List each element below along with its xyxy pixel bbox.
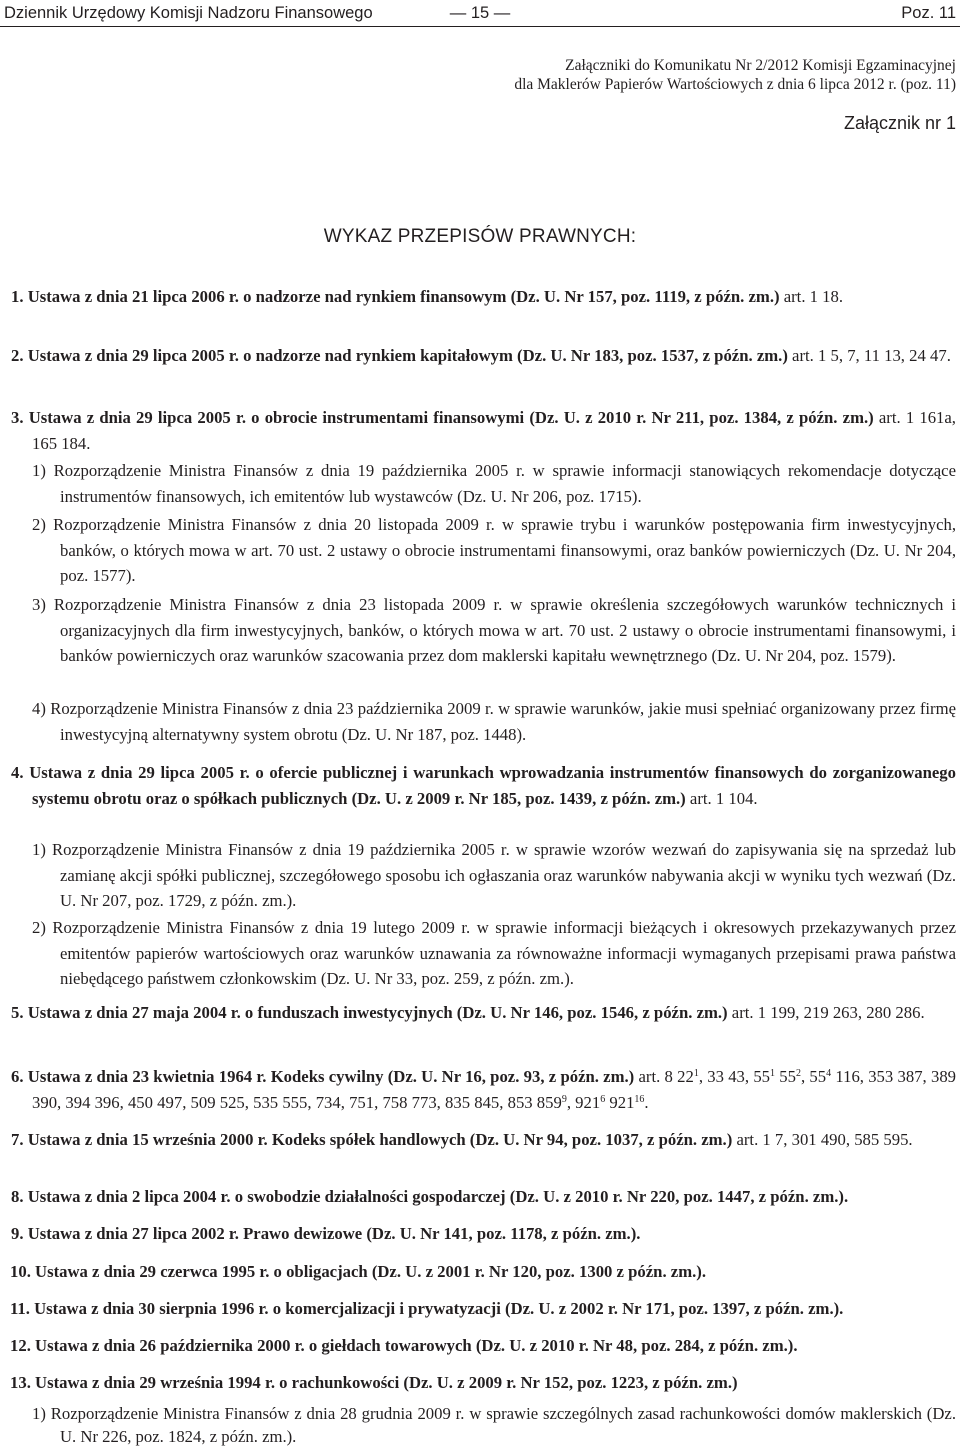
law-item-7 (11, 1127, 956, 1153)
law-item-2 (11, 343, 956, 369)
regulation-13-1: 1) Rozporządzenie Ministra Finansów z dnia 28 grudnia 2009 r. w sprawie szczególnych zasad rachunkowości domów maklerskich (Dz. U. Nr 226, poz. 1824, z późn. zm.). (32, 1404, 956, 1446)
law-item-12: 12. Ustawa z dnia 26 października 2000 r. o giełdach towarowych (Dz. U. z 2010 r. Nr 48, poz. 284, z późn. zm.). (10, 1336, 798, 1355)
law-item-1-title: 1. Ustawa z dnia 21 lipca 2006 r. o nadzorze nad rynkiem finansowym (Dz. U. Nr 157, poz. 1119, z późn. zm.) (11, 287, 780, 306)
law-item-1 (11, 284, 956, 310)
law-item-2-title: 2. Ustawa z dnia 29 lipca 2005 r. o nadzorze nad rynkiem kapitałowym (Dz. U. Nr 183, poz. 1537, z późn. zm.) (11, 346, 788, 365)
regulation-3-3: 3) Rozporządzenie Ministra Finansów z dnia 23 listopada 2009 r. w sprawie określenia szczegółowych warunków technicznych i organizacyjnych dla firm inwestycyjnych, banków, o których mowa w art. 70 ust. 2 ustawy o obrocie instrumentami finansowymi, i banków powierniczych oraz warunków szacowania przez dom maklerski kapitału wewnętrznego (Dz. U. Nr 204, poz. 1579). (32, 595, 956, 665)
law-item-13: 13. Ustawa z dnia 29 września 1994 r. o rachunkowości (Dz. U. z 2009 r. Nr 152, poz. 1223, z późn. zm.) (10, 1373, 738, 1392)
law-item-9: 9. Ustawa z dnia 27 lipca 2002 r. Prawo dewizowe (Dz. U. Nr 141, poz. 1178, z późn. zm.). (11, 1224, 641, 1243)
law-item-8: 8. Ustawa z dnia 2 lipca 2004 r. o swobodzie działalności gospodarczej (Dz. U. z 2010 r. Nr 220, poz. 1447, z późn. zm.). (11, 1187, 849, 1206)
position-number: Poz. 11 (901, 4, 956, 22)
regulation-3-4: 4) Rozporządzenie Ministra Finansów z dnia 23 października 2009 r. w sprawie warunków, jakie musi spełniać organizowany przez firmę inwestycyjną alternatywny system obrotu (Dz. U. Nr 187, poz. 1448). (32, 699, 956, 744)
law-item-6-articles: art. 8 $22^1$, 33 43, $55^1$ $55^2$, $55^4$ 116, 353 387, 389 390, 394 396, 450 497, 509 525, 535 555, 734, 751, 758 773, 835 845, 853 $859^9$, $921^6$ $921^{16}$. (32, 1067, 957, 1112)
list-title: WYKAZ PRZEPISÓW PRAWNYCH: (323, 226, 637, 247)
law-item-1-articles: art. 1 18. (779, 287, 844, 306)
header-divider (0, 26, 960, 27)
law-item-10: 10. Ustawa z dnia 29 czerwca 1995 r. o obligacjach (Dz. U. z 2001 r. Nr 120, poz. 1300 z późn. zm.). (10, 1262, 706, 1281)
law-item-4-articles: art. 1 104. (685, 788, 758, 808)
annex-title: Załącznik nr 1 (843, 113, 956, 133)
journal-title: Dziennik Urzędowy Komisji Nadzoru Finansowego (4, 4, 373, 22)
regulation-4-2: 2) Rozporządzenie Ministra Finansów z dnia 19 lutego 2009 r. w sprawie informacji bieżących i okresowych przekazywanych przez emitentów papierów wartościowych oraz warunków uznawania za równoważne informacji wymaganych przepisami prawa państwa niebędącego państwem członkowskim (Dz. U. Nr 33, poz. 259, z późn. zm.). (32, 918, 956, 988)
law-item-5-title: 5. Ustawa z dnia 27 maja 2004 r. o funduszach inwestycyjnych (Dz. U. Nr 146, poz. 1546, z późn. zm.) (11, 1003, 728, 1022)
law-item-3 (11, 405, 956, 456)
law-item-7-title: 7. Ustawa z dnia 15 września 2000 r. Kodeks spółek handlowych (Dz. U. Nr 94, poz. 1037, z późn. zm.) (11, 1130, 733, 1149)
law-item-6 (11, 1064, 957, 1115)
regulation-4-1: 1) Rozporządzenie Ministra Finansów z dnia 19 października 2005 r. w sprawie wzorów wezwań do zapisywania się na sprzedaż lub zamianę akcji spółki publicznej, szczegółowego sposobu ich ogłaszania oraz warunków nabywania akcji w wyniku tych wezwań (Dz. U. Nr 207, poz. 1729, z późn. zm.). (32, 840, 956, 910)
law-item-5 (11, 1000, 956, 1026)
law-item-6-title: 6. Ustawa z dnia 23 kwietnia 1964 r. Kodeks cywilny (Dz. U. Nr 16, poz. 93, z późn. zm.) (11, 1067, 635, 1086)
annex-note-line-1: Załączniki do Komunikatu Nr 2/2012 Komisji Egzaminacyjnej (565, 57, 956, 74)
law-item-3-articles: art. 1 161a, 165 184. (32, 408, 956, 453)
law-item-3-title: 3. Ustawa z dnia 29 lipca 2005 r. o obrocie instrumentami finansowymi (Dz. U. z 2010 r. Nr 211, poz. 1384, z późn. zm.) (11, 408, 874, 427)
law-item-4 (11, 760, 956, 811)
regulation-3-2: 2) Rozporządzenie Ministra Finansów z dnia 20 listopada 2009 r. w sprawie trybu i warunków postępowania firm inwestycyjnych, banków, o których mowa w art. 70 ust. 2 ustawy o obrocie instrumentami finansowymi, oraz banków powierniczych (Dz. U. Nr 204, poz. 1577). (32, 515, 956, 585)
page-number: — 15 — (449, 4, 511, 22)
regulation-3-1: 1) Rozporządzenie Ministra Finansów z dnia 19 października 2005 r. w sprawie informacji stanowiących rekomendacje dotyczące instrumentów finansowych, ich emitentów lub wystawców (Dz. U. Nr 206, poz. 1715). (32, 461, 956, 506)
law-item-11: 11. Ustawa z dnia 30 sierpnia 1996 r. o komercjalizacji i prywatyzacji (Dz. U. z 2002 r. Nr 171, poz. 1397, z późn. zm.). (10, 1299, 844, 1318)
annex-note-line-2: dla Maklerów Papierów Wartościowych z dnia 6 lipca 2012 r. (poz. 11) (514, 76, 956, 93)
law-item-7-articles: art. 1 7, 301 490, 585 595. (732, 1130, 913, 1149)
annex-note (496, 56, 956, 94)
law-item-4-title: 4. Ustawa z dnia 29 lipca 2005 r. o ofercie publicznej i warunkach wprowadzania instrumentów finansowych do zorganizowanego systemu obrotu oraz o spółkach publicznych (Dz. U. z 2009 r. Nr 185, poz. 1439, z późn. zm.) (11, 763, 956, 808)
law-item-5-articles: art. 1 199, 219 263, 280 286. (727, 1003, 925, 1022)
law-item-2-articles: art. 1 5, 7, 11 13, 24 47. (787, 346, 951, 365)
